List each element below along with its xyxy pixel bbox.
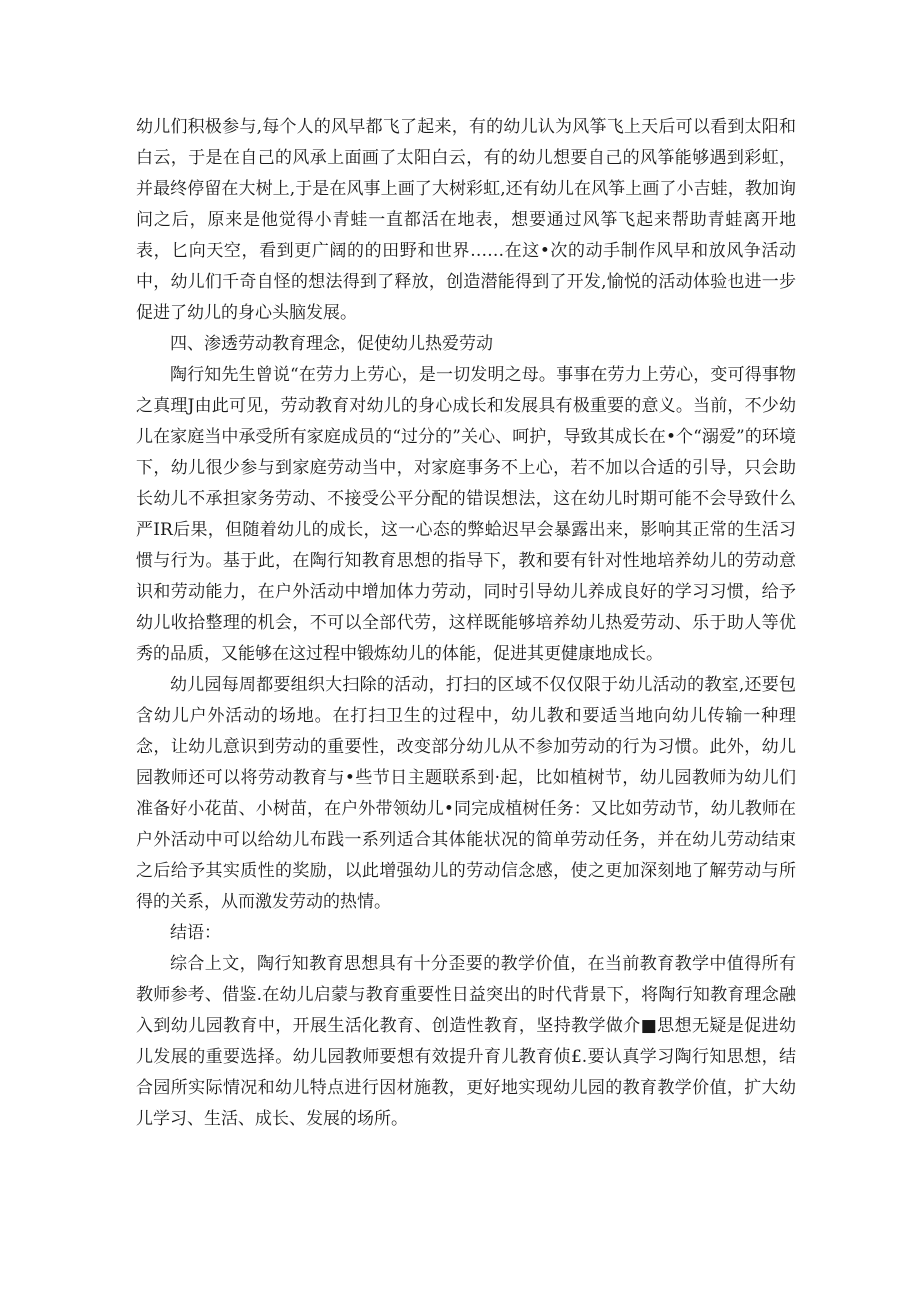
paragraph-conclusion: 综合上文，陶行知教育思想具有十分歪要的教学价值，在当前教育教学中值得所有教师参考、借鉴.在幼儿启蒙与教育重要性日益突出的时代背景下，将陶行知教育理念融入到幼儿园教育中，开展生活化教育、创造性教育，坚持教学做介■思想无疑是促进幼儿发展的重要选择。幼儿园教师要想有效提升育儿教育侦£.要认真学习陶行知思想，结合园所实际情况和幼儿特点进行因材施教，更好地实现幼儿园的教育教学价值，扩大幼儿学习、生活、成长、发展的场所。 [136,954,796,1129]
paragraph-labor-education: 陶行知先生曾说“在劳力上劳心，是一切发明之母。事事在劳力上劳心，变可得事物之真理J由此可见，劳动教育对幼儿的身心成长和发展具有极重要的意义。当前，不少幼儿在家庭当中承受所有家庭成员的“过分的”关心、呵护，导致其成长在•个“溺爱”的环境下，幼儿很少参与到家庭劳动当中，对家庭事务不上心，若不加以合适的引导，只会助长幼儿不承担家务劳动、不接受公平分配的错误想法，这在幼儿时期可能不会导致什么严IR后果，但随着幼儿的成长，这一心态的弊蛤迟早会暴露出来，影响其正常的生活习惯与行为。基于此，在陶行知教育思想的指导下，教和要有针对性地培养幼儿的劳动意识和劳动能力，在户外活动中增加体力劳动，同时引导幼儿养成良好的学习习惯，给予幼儿收拾整理的机会，不可以全部代劳，这样既能够培养幼儿热爱劳动、乐于助人等优秀的品质，又能够在这过程中锻炼幼儿的体能，促进其更健康地成长。 [136,365,796,664]
section-heading-labor: 四、渗透劳动教育理念，促使幼儿热爱劳动 [170,334,493,354]
conclusion-heading: 结语： [170,923,221,943]
paragraph-kite-activity: 幼儿们积极参与,每个人的风早都飞了起来，有的幼儿认为风筝飞上天后可以看到太阳和白云，于是在自己的风承上面画了太阳白云，有的幼儿想要自己的风筝能够遇到彩虹，并最终停留在大树上,于是在风事上画了大树彩虹,还有幼儿在风筝上画了小吉蛙，教加询问之后，原来是他觉得小青蛙一直都活在地表，想要通过风筝飞起来帮助青蛙离开地表，匕向天空，看到更广阔的的田野和世界……在这•次的动手制作风早和放风争活动中，幼儿们千奇自怪的想法得到了释放，创造潜能得到了开发,愉悦的活动体验也进一步促进了幼儿的身心头脑发展。 [136,117,796,323]
paragraph-cleaning-activity: 幼儿园每周都要组织大扫除的活动，打扫的区域不仅仅限于幼儿活动的教室,还要包含幼儿户外活动的场地。在打扫卫生的过程中，幼儿教和要适当地向幼儿传输一种理念，让幼儿意识到劳动的重要性，改变部分幼儿从不参加劳动的行为习惯。此外，幼儿园教师还可以将劳动教育与•些节日主题联系到·起，比如植树节，幼儿园教师为幼儿们准备好小花苗、小树苗，在户外带领幼儿•同完成植树任务：又比如劳动节，幼儿教师在户外活动中可以给幼儿布践一系列适合其体能状况的简单劳动任务，并在幼儿劳动结束之后给予其实质性的奖励，以此增强幼儿的劳动信念感，使之更加深刻地了解劳动与所得的关系，从而激发劳动的热情。 [136,675,796,912]
document-body [136,112,796,1135]
